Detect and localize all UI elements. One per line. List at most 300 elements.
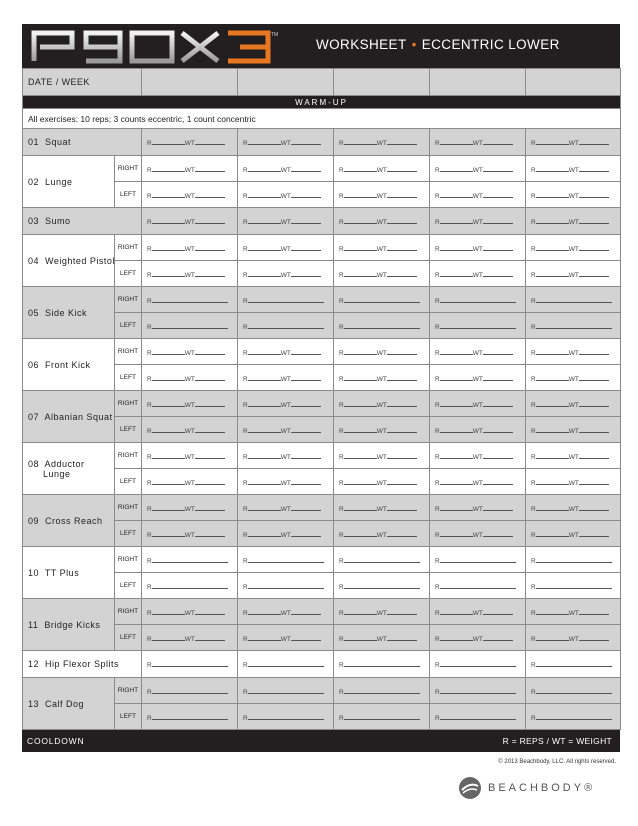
entry-cell[interactable] xyxy=(334,573,430,599)
weight-blank[interactable] xyxy=(387,164,417,172)
entry-cell[interactable] xyxy=(526,391,621,417)
entry-cell[interactable] xyxy=(430,261,526,287)
reps-blank[interactable] xyxy=(152,190,185,198)
entry-cell[interactable] xyxy=(142,469,238,495)
entry-cell[interactable] xyxy=(526,365,621,391)
reps-blank[interactable] xyxy=(344,686,420,694)
entry-cell[interactable] xyxy=(526,521,621,547)
reps-blank[interactable] xyxy=(152,164,185,172)
entry-cell[interactable] xyxy=(334,287,430,313)
weight-blank[interactable] xyxy=(579,190,609,198)
reps-blank[interactable] xyxy=(152,425,185,433)
entry-cell[interactable] xyxy=(142,417,238,443)
weight-blank[interactable] xyxy=(579,164,609,172)
entry-cell[interactable] xyxy=(334,651,430,678)
reps-blank[interactable] xyxy=(152,347,185,355)
reps-blank[interactable] xyxy=(344,581,420,589)
weight-blank[interactable] xyxy=(291,243,321,251)
entry-cell[interactable] xyxy=(430,573,526,599)
reps-blank[interactable] xyxy=(440,686,516,694)
weight-blank[interactable] xyxy=(483,269,513,277)
reps-blank[interactable] xyxy=(344,607,377,615)
entry-cell[interactable] xyxy=(526,704,621,730)
weight-blank[interactable] xyxy=(483,347,513,355)
reps-blank[interactable] xyxy=(344,137,377,145)
entry-cell[interactable] xyxy=(526,417,621,443)
reps-blank[interactable] xyxy=(152,216,185,224)
entry-cell[interactable] xyxy=(334,208,430,235)
weight-blank[interactable] xyxy=(291,529,321,537)
entry-cell[interactable] xyxy=(526,313,621,339)
entry-cell[interactable] xyxy=(526,235,621,261)
entry-cell[interactable] xyxy=(142,651,238,678)
reps-blank[interactable] xyxy=(440,503,473,511)
reps-blank[interactable] xyxy=(440,295,516,303)
reps-blank[interactable] xyxy=(248,503,281,511)
entry-cell[interactable] xyxy=(430,156,526,182)
weight-blank[interactable] xyxy=(483,503,513,511)
reps-blank[interactable] xyxy=(344,633,377,641)
reps-blank[interactable] xyxy=(440,373,473,381)
date-cell[interactable] xyxy=(334,69,430,96)
weight-blank[interactable] xyxy=(291,347,321,355)
entry-cell[interactable] xyxy=(238,443,334,469)
weight-blank[interactable] xyxy=(483,451,513,459)
weight-blank[interactable] xyxy=(387,243,417,251)
entry-cell[interactable] xyxy=(526,339,621,365)
weight-blank[interactable] xyxy=(387,373,417,381)
weight-blank[interactable] xyxy=(579,243,609,251)
reps-blank[interactable] xyxy=(440,581,516,589)
reps-blank[interactable] xyxy=(536,529,569,537)
weight-blank[interactable] xyxy=(579,347,609,355)
weight-blank[interactable] xyxy=(579,633,609,641)
reps-blank[interactable] xyxy=(344,425,377,433)
reps-blank[interactable] xyxy=(344,190,377,198)
date-cell[interactable] xyxy=(430,69,526,96)
reps-blank[interactable] xyxy=(536,607,569,615)
weight-blank[interactable] xyxy=(579,269,609,277)
weight-blank[interactable] xyxy=(195,243,225,251)
entry-cell[interactable] xyxy=(142,443,238,469)
weight-blank[interactable] xyxy=(291,503,321,511)
entry-cell[interactable] xyxy=(526,261,621,287)
entry-cell[interactable] xyxy=(142,625,238,651)
reps-blank[interactable] xyxy=(536,425,569,433)
entry-cell[interactable] xyxy=(142,678,238,704)
entry-cell[interactable] xyxy=(526,208,621,235)
entry-cell[interactable] xyxy=(238,287,334,313)
reps-blank[interactable] xyxy=(248,477,281,485)
weight-blank[interactable] xyxy=(195,347,225,355)
reps-blank[interactable] xyxy=(344,295,420,303)
entry-cell[interactable] xyxy=(238,339,334,365)
entry-cell[interactable] xyxy=(430,313,526,339)
entry-cell[interactable] xyxy=(430,417,526,443)
reps-blank[interactable] xyxy=(344,164,377,172)
reps-blank[interactable] xyxy=(152,659,228,667)
entry-cell[interactable] xyxy=(238,391,334,417)
reps-blank[interactable] xyxy=(536,347,569,355)
reps-blank[interactable] xyxy=(536,555,612,563)
entry-cell[interactable] xyxy=(334,547,430,573)
entry-cell[interactable] xyxy=(430,599,526,625)
weight-blank[interactable] xyxy=(579,607,609,615)
entry-cell[interactable] xyxy=(142,287,238,313)
weight-blank[interactable] xyxy=(387,607,417,615)
entry-cell[interactable] xyxy=(430,469,526,495)
entry-cell[interactable] xyxy=(526,547,621,573)
weight-blank[interactable] xyxy=(195,373,225,381)
weight-blank[interactable] xyxy=(195,190,225,198)
date-cell[interactable] xyxy=(142,69,238,96)
reps-blank[interactable] xyxy=(440,425,473,433)
entry-cell[interactable] xyxy=(334,678,430,704)
date-cell[interactable] xyxy=(526,69,621,96)
reps-blank[interactable] xyxy=(536,503,569,511)
reps-blank[interactable] xyxy=(344,373,377,381)
weight-blank[interactable] xyxy=(579,529,609,537)
weight-blank[interactable] xyxy=(291,477,321,485)
entry-cell[interactable] xyxy=(238,573,334,599)
reps-blank[interactable] xyxy=(152,607,185,615)
reps-blank[interactable] xyxy=(344,216,377,224)
entry-cell[interactable] xyxy=(430,651,526,678)
entry-cell[interactable] xyxy=(142,521,238,547)
reps-blank[interactable] xyxy=(248,269,281,277)
weight-blank[interactable] xyxy=(483,607,513,615)
weight-blank[interactable] xyxy=(483,164,513,172)
reps-blank[interactable] xyxy=(536,633,569,641)
entry-cell[interactable] xyxy=(334,443,430,469)
entry-cell[interactable] xyxy=(334,417,430,443)
weight-blank[interactable] xyxy=(387,633,417,641)
reps-blank[interactable] xyxy=(344,659,420,667)
entry-cell[interactable] xyxy=(526,651,621,678)
reps-blank[interactable] xyxy=(536,190,569,198)
entry-cell[interactable] xyxy=(142,547,238,573)
reps-blank[interactable] xyxy=(536,216,569,224)
entry-cell[interactable] xyxy=(142,129,238,156)
weight-blank[interactable] xyxy=(483,373,513,381)
reps-blank[interactable] xyxy=(440,321,516,329)
entry-cell[interactable] xyxy=(430,678,526,704)
entry-cell[interactable] xyxy=(430,495,526,521)
entry-cell[interactable] xyxy=(430,391,526,417)
entry-cell[interactable] xyxy=(526,182,621,208)
reps-blank[interactable] xyxy=(536,243,569,251)
reps-blank[interactable] xyxy=(440,269,473,277)
weight-blank[interactable] xyxy=(483,137,513,145)
entry-cell[interactable] xyxy=(526,156,621,182)
entry-cell[interactable] xyxy=(526,625,621,651)
weight-blank[interactable] xyxy=(291,633,321,641)
reps-blank[interactable] xyxy=(152,477,185,485)
reps-blank[interactable] xyxy=(248,451,281,459)
entry-cell[interactable] xyxy=(334,495,430,521)
weight-blank[interactable] xyxy=(483,216,513,224)
reps-blank[interactable] xyxy=(536,269,569,277)
reps-blank[interactable] xyxy=(248,216,281,224)
reps-blank[interactable] xyxy=(248,321,324,329)
reps-blank[interactable] xyxy=(152,243,185,251)
entry-cell[interactable] xyxy=(238,417,334,443)
entry-cell[interactable] xyxy=(526,469,621,495)
entry-cell[interactable] xyxy=(238,235,334,261)
weight-blank[interactable] xyxy=(291,607,321,615)
reps-blank[interactable] xyxy=(536,321,612,329)
weight-blank[interactable] xyxy=(387,477,417,485)
reps-blank[interactable] xyxy=(152,451,185,459)
reps-blank[interactable] xyxy=(152,295,228,303)
reps-blank[interactable] xyxy=(440,659,516,667)
weight-blank[interactable] xyxy=(579,503,609,511)
entry-cell[interactable] xyxy=(334,339,430,365)
weight-blank[interactable] xyxy=(195,216,225,224)
weight-blank[interactable] xyxy=(195,607,225,615)
reps-blank[interactable] xyxy=(344,503,377,511)
weight-blank[interactable] xyxy=(291,269,321,277)
weight-blank[interactable] xyxy=(387,529,417,537)
weight-blank[interactable] xyxy=(387,137,417,145)
entry-cell[interactable] xyxy=(430,287,526,313)
reps-blank[interactable] xyxy=(440,529,473,537)
reps-blank[interactable] xyxy=(248,659,324,667)
entry-cell[interactable] xyxy=(238,547,334,573)
reps-blank[interactable] xyxy=(248,607,281,615)
reps-blank[interactable] xyxy=(536,712,612,720)
reps-blank[interactable] xyxy=(248,425,281,433)
weight-blank[interactable] xyxy=(291,373,321,381)
reps-blank[interactable] xyxy=(248,137,281,145)
entry-cell[interactable] xyxy=(526,495,621,521)
reps-blank[interactable] xyxy=(248,712,324,720)
weight-blank[interactable] xyxy=(387,190,417,198)
reps-blank[interactable] xyxy=(440,477,473,485)
entry-cell[interactable] xyxy=(526,599,621,625)
reps-blank[interactable] xyxy=(152,581,228,589)
weight-blank[interactable] xyxy=(387,347,417,355)
entry-cell[interactable] xyxy=(142,313,238,339)
reps-blank[interactable] xyxy=(440,190,473,198)
entry-cell[interactable] xyxy=(142,208,238,235)
weight-blank[interactable] xyxy=(195,269,225,277)
entry-cell[interactable] xyxy=(238,182,334,208)
reps-blank[interactable] xyxy=(248,243,281,251)
entry-cell[interactable] xyxy=(238,651,334,678)
entry-cell[interactable] xyxy=(334,182,430,208)
reps-blank[interactable] xyxy=(152,137,185,145)
entry-cell[interactable] xyxy=(142,365,238,391)
weight-blank[interactable] xyxy=(579,373,609,381)
reps-blank[interactable] xyxy=(152,633,185,641)
reps-blank[interactable] xyxy=(248,190,281,198)
entry-cell[interactable] xyxy=(238,469,334,495)
entry-cell[interactable] xyxy=(430,365,526,391)
entry-cell[interactable] xyxy=(334,129,430,156)
reps-blank[interactable] xyxy=(536,451,569,459)
weight-blank[interactable] xyxy=(291,425,321,433)
weight-blank[interactable] xyxy=(387,425,417,433)
weight-blank[interactable] xyxy=(579,399,609,407)
date-cell[interactable] xyxy=(238,69,334,96)
reps-blank[interactable] xyxy=(536,659,612,667)
entry-cell[interactable] xyxy=(334,313,430,339)
entry-cell[interactable] xyxy=(430,521,526,547)
reps-blank[interactable] xyxy=(440,243,473,251)
weight-blank[interactable] xyxy=(291,164,321,172)
reps-blank[interactable] xyxy=(248,555,324,563)
weight-blank[interactable] xyxy=(579,477,609,485)
entry-cell[interactable] xyxy=(238,261,334,287)
entry-cell[interactable] xyxy=(334,521,430,547)
reps-blank[interactable] xyxy=(440,347,473,355)
weight-blank[interactable] xyxy=(195,503,225,511)
reps-blank[interactable] xyxy=(152,503,185,511)
reps-blank[interactable] xyxy=(248,686,324,694)
reps-blank[interactable] xyxy=(536,373,569,381)
weight-blank[interactable] xyxy=(195,633,225,641)
entry-cell[interactable] xyxy=(334,599,430,625)
entry-cell[interactable] xyxy=(238,156,334,182)
entry-cell[interactable] xyxy=(142,156,238,182)
entry-cell[interactable] xyxy=(142,391,238,417)
reps-blank[interactable] xyxy=(152,555,228,563)
reps-blank[interactable] xyxy=(440,712,516,720)
weight-blank[interactable] xyxy=(579,451,609,459)
reps-blank[interactable] xyxy=(536,581,612,589)
reps-blank[interactable] xyxy=(344,529,377,537)
entry-cell[interactable] xyxy=(142,339,238,365)
entry-cell[interactable] xyxy=(142,573,238,599)
weight-blank[interactable] xyxy=(483,243,513,251)
weight-blank[interactable] xyxy=(579,216,609,224)
entry-cell[interactable] xyxy=(334,625,430,651)
reps-blank[interactable] xyxy=(440,399,473,407)
entry-cell[interactable] xyxy=(334,261,430,287)
entry-cell[interactable] xyxy=(334,391,430,417)
entry-cell[interactable] xyxy=(142,599,238,625)
weight-blank[interactable] xyxy=(483,190,513,198)
reps-blank[interactable] xyxy=(152,712,228,720)
weight-blank[interactable] xyxy=(387,399,417,407)
reps-blank[interactable] xyxy=(344,555,420,563)
entry-cell[interactable] xyxy=(142,261,238,287)
weight-blank[interactable] xyxy=(387,503,417,511)
weight-blank[interactable] xyxy=(291,216,321,224)
weight-blank[interactable] xyxy=(483,529,513,537)
entry-cell[interactable] xyxy=(238,599,334,625)
weight-blank[interactable] xyxy=(195,425,225,433)
reps-blank[interactable] xyxy=(248,633,281,641)
reps-blank[interactable] xyxy=(152,373,185,381)
reps-blank[interactable] xyxy=(344,243,377,251)
entry-cell[interactable] xyxy=(142,182,238,208)
reps-blank[interactable] xyxy=(440,555,516,563)
entry-cell[interactable] xyxy=(238,704,334,730)
reps-blank[interactable] xyxy=(440,607,473,615)
weight-blank[interactable] xyxy=(483,425,513,433)
reps-blank[interactable] xyxy=(344,712,420,720)
reps-blank[interactable] xyxy=(152,529,185,537)
reps-blank[interactable] xyxy=(536,477,569,485)
entry-cell[interactable] xyxy=(238,208,334,235)
reps-blank[interactable] xyxy=(440,633,473,641)
reps-blank[interactable] xyxy=(248,295,324,303)
entry-cell[interactable] xyxy=(334,704,430,730)
weight-blank[interactable] xyxy=(387,216,417,224)
entry-cell[interactable] xyxy=(238,625,334,651)
entry-cell[interactable] xyxy=(430,547,526,573)
weight-blank[interactable] xyxy=(291,137,321,145)
weight-blank[interactable] xyxy=(483,633,513,641)
entry-cell[interactable] xyxy=(238,313,334,339)
reps-blank[interactable] xyxy=(344,347,377,355)
weight-blank[interactable] xyxy=(195,137,225,145)
entry-cell[interactable] xyxy=(334,365,430,391)
weight-blank[interactable] xyxy=(387,269,417,277)
reps-blank[interactable] xyxy=(152,321,228,329)
entry-cell[interactable] xyxy=(526,678,621,704)
entry-cell[interactable] xyxy=(238,129,334,156)
reps-blank[interactable] xyxy=(248,581,324,589)
entry-cell[interactable] xyxy=(334,469,430,495)
entry-cell[interactable] xyxy=(430,704,526,730)
entry-cell[interactable] xyxy=(142,235,238,261)
reps-blank[interactable] xyxy=(344,399,377,407)
reps-blank[interactable] xyxy=(536,164,569,172)
reps-blank[interactable] xyxy=(536,295,612,303)
entry-cell[interactable] xyxy=(430,182,526,208)
entry-cell[interactable] xyxy=(526,443,621,469)
entry-cell[interactable] xyxy=(238,678,334,704)
reps-blank[interactable] xyxy=(440,137,473,145)
entry-cell[interactable] xyxy=(430,443,526,469)
weight-blank[interactable] xyxy=(195,399,225,407)
weight-blank[interactable] xyxy=(195,451,225,459)
entry-cell[interactable] xyxy=(526,573,621,599)
weight-blank[interactable] xyxy=(483,399,513,407)
weight-blank[interactable] xyxy=(291,451,321,459)
reps-blank[interactable] xyxy=(344,477,377,485)
reps-blank[interactable] xyxy=(536,137,569,145)
entry-cell[interactable] xyxy=(238,495,334,521)
reps-blank[interactable] xyxy=(248,164,281,172)
reps-blank[interactable] xyxy=(344,451,377,459)
entry-cell[interactable] xyxy=(334,156,430,182)
weight-blank[interactable] xyxy=(579,425,609,433)
entry-cell[interactable] xyxy=(430,129,526,156)
entry-cell[interactable] xyxy=(142,495,238,521)
reps-blank[interactable] xyxy=(152,269,185,277)
reps-blank[interactable] xyxy=(152,686,228,694)
entry-cell[interactable] xyxy=(142,704,238,730)
weight-blank[interactable] xyxy=(291,399,321,407)
weight-blank[interactable] xyxy=(195,164,225,172)
weight-blank[interactable] xyxy=(483,477,513,485)
reps-blank[interactable] xyxy=(248,529,281,537)
reps-blank[interactable] xyxy=(440,164,473,172)
entry-cell[interactable] xyxy=(526,287,621,313)
reps-blank[interactable] xyxy=(152,399,185,407)
reps-blank[interactable] xyxy=(440,216,473,224)
reps-blank[interactable] xyxy=(248,399,281,407)
weight-blank[interactable] xyxy=(195,477,225,485)
reps-blank[interactable] xyxy=(248,347,281,355)
entry-cell[interactable] xyxy=(430,235,526,261)
reps-blank[interactable] xyxy=(440,451,473,459)
entry-cell[interactable] xyxy=(526,129,621,156)
